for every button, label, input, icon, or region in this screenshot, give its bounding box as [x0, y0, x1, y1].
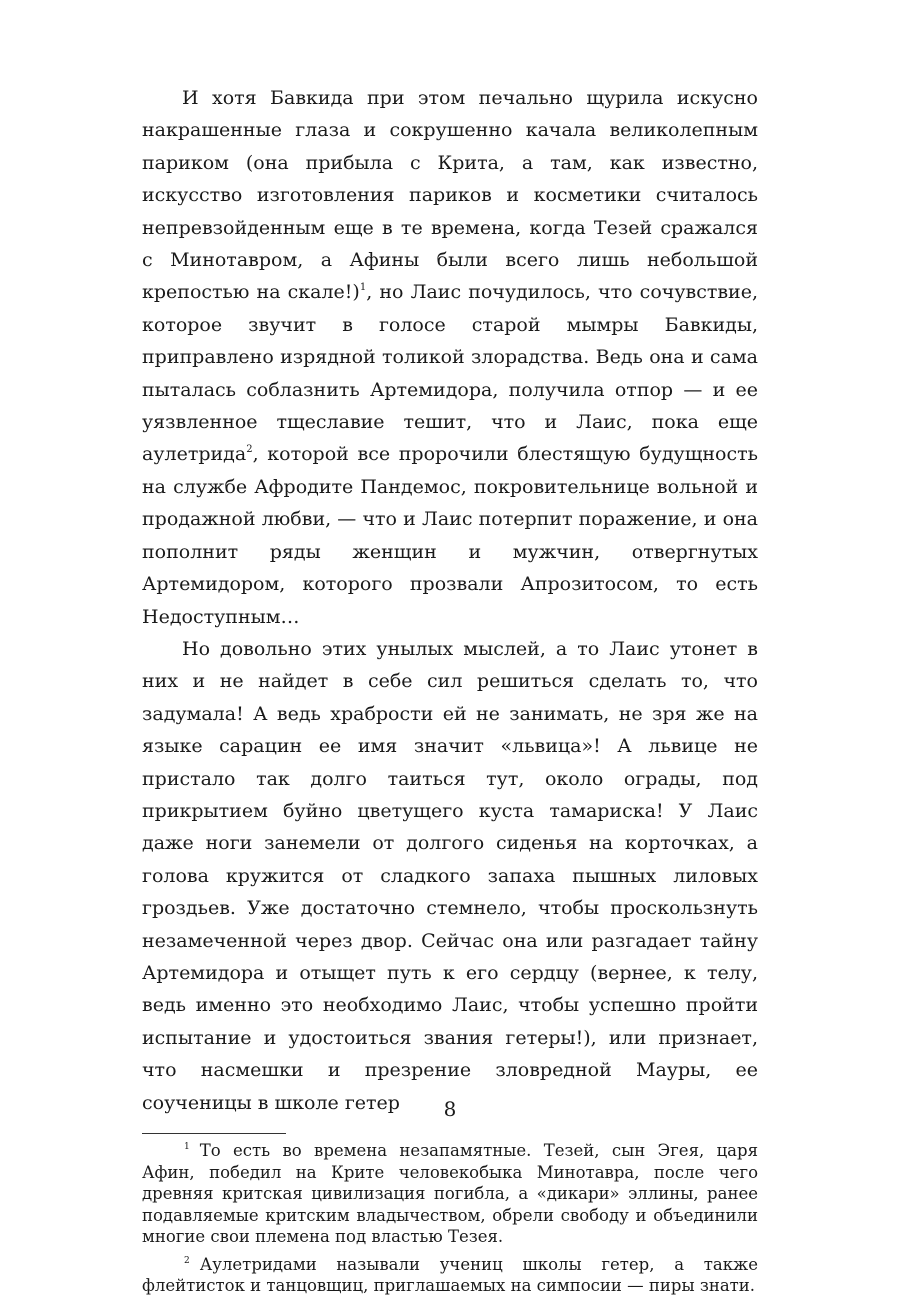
footnote-1-mark: 1: [184, 1142, 190, 1152]
paragraph-1-text-b: , но Лаис почудилось, что сочувствие, которое звучит в голосе старой мымры Бавкиды, приправлено изрядной толикой злорадства. Ведь она и сама пыталась соблазнить Артемидора, получила отпор — и ее уязвленное тщеславие тешит, что и Лаис, пока еще аулетрида: [142, 281, 758, 466]
page-number: 8: [443, 1097, 457, 1121]
paragraph-1-text-a: И хотя Бавкида при этом печально щурила искусно накрашенные глаза и сокрушенно качала великолепным париком (она прибыла с Крита, а там, как известно, искусство изготовления париков и косметики считалось непревзойденным еще в те времена, когда Тезей сражался с Минотавром, а Афины были всего лишь небольшой крепостью на скале!): [142, 87, 758, 304]
footnote-ref-2[interactable]: 2: [246, 444, 253, 456]
paragraph-1-text-c: , которой все пророчили блестящую будущность на службе Афродите Пандемос, покровительнице вольной и продажной любви, — что и Лаис потерпит поражение, и она пополнит ряды женщин и мужчин, отвергнутых Артемидором, которого прозвали Апрозитосом, то есть Недоступным…: [142, 443, 758, 628]
footnote-1: [142, 1140, 758, 1248]
paragraph-2: Но довольно этих унылых мыслей, а то Лаис утонет в них и не найдет в себе сил решиться сделать то, что задумала! А ведь храбрости ей не занимать, не зря же на языке сарацин ее имя значит «львица»! А львице не пристало так долго таиться тут, около ограды, под прикрытием буйно цветущего куста тамариска! У Лаис даже ноги занемели от долгого сиденья на корточках, а голова кружится от сладкого запаха пышных лиловых гроздьев. Уже достаточно стемнело, чтобы проскользнуть незамеченной через двор. Сейчас она или разгадает тайну Артемидора и отыщет путь к его сердцу (вернее, к телу, ведь именно это необходимо Лаис, чтобы успешно пройти испытание и удостоиться звания гетеры!), или признает, что насмешки и презрение зловредной Мауры, ее соученицы в школе гетер: [142, 637, 758, 1114]
footnote-1-text: То есть во времена незапамятные. Тезей, сын Эгея, царя Афин, победил на Крите человекобыка Минотавра, после чего древняя критская цивилизация погибла, а «дикари» эллины, ранее подавляемые критским владычеством, обрели свободу и объединили многие свои племена под властью Тезея.: [142, 1141, 758, 1246]
footnote-divider: [142, 1133, 286, 1134]
footnote-2: [142, 1254, 758, 1297]
paragraph-1: [142, 82, 758, 633]
footnote-2-text: Аулетридами называли учениц школы гетер, а также флейтисток и танцовщиц, приглашаемых на симпосии — пиры знати.: [142, 1254, 758, 1295]
footnote-ref-1[interactable]: 1: [359, 282, 367, 294]
footnote-2-mark: 2: [184, 1255, 190, 1266]
